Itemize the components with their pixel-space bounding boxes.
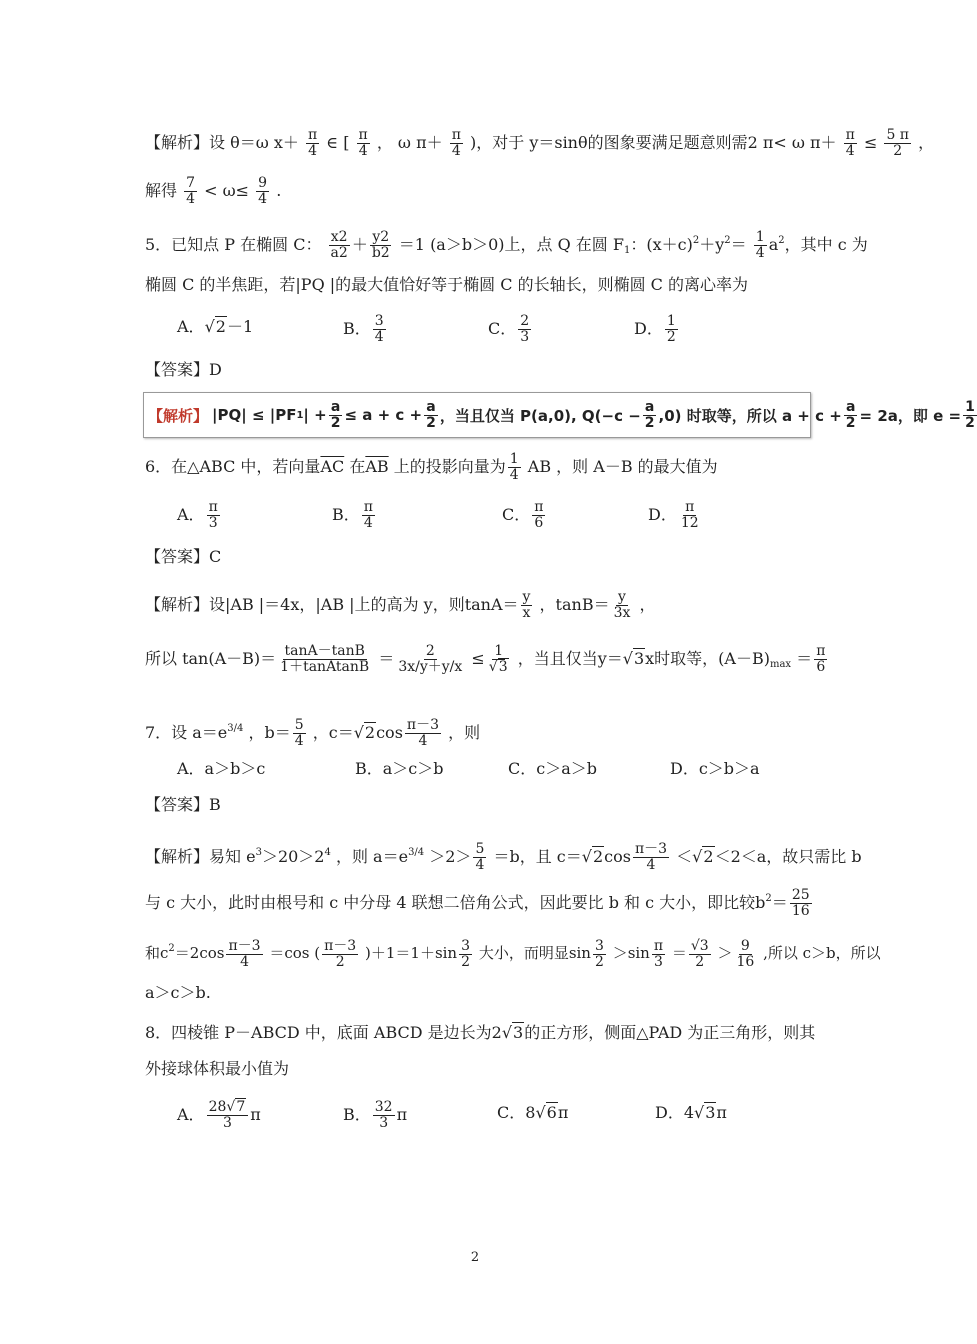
num: a xyxy=(644,398,655,415)
q5-option-b[interactable] xyxy=(343,314,388,345)
text: 6．在△ABC 中，若向量 xyxy=(145,457,321,476)
fraction xyxy=(665,314,678,345)
fraction xyxy=(652,939,665,970)
text: 8．四棱锥 P－ABCD 中，底面 ABCD 是边长为2 xyxy=(145,1023,502,1042)
text: cos xyxy=(604,847,631,866)
radicand: 2 xyxy=(592,847,604,866)
den: 2 xyxy=(335,953,345,970)
text: A． xyxy=(177,505,205,524)
fraction xyxy=(293,718,306,749)
text: |PQ| ≤ |PF xyxy=(212,406,297,424)
radicand: 2 xyxy=(364,723,376,742)
den: 2 xyxy=(845,414,856,431)
q7-analysis-line1: 【解析】易知 $e^3>20>2^4$ ，则 $a=e^{3/4} >2>$ $\frac{5}{4}$ ＝b，且 c＝√2cos $\frac{\pi-3}{4}$ ＜√2＜2＜a，故只需比 b xyxy=(145,841,862,873)
fraction xyxy=(612,590,633,621)
den: x xyxy=(522,605,531,621)
den: 4 xyxy=(240,953,249,970)
text: ，b＝ xyxy=(248,723,291,742)
q8-option-d[interactable]: D．4√3π xyxy=(655,1103,727,1122)
den: 2 xyxy=(594,953,604,970)
den: 3 xyxy=(653,953,663,970)
num: 3 xyxy=(461,937,471,954)
den: 3 xyxy=(379,1115,389,1131)
fraction xyxy=(518,314,531,345)
num: y xyxy=(522,589,531,605)
den: 4 xyxy=(308,143,318,159)
fraction xyxy=(487,644,511,675)
num: a xyxy=(330,398,341,415)
fraction xyxy=(679,500,701,531)
text: ＝cos ( xyxy=(269,944,321,962)
q8-option-b[interactable] xyxy=(343,1100,407,1131)
text: 【解析】易知 e xyxy=(145,847,256,866)
fraction xyxy=(357,128,370,159)
text: x时取等，(A－B) xyxy=(645,649,770,668)
num: π xyxy=(451,127,461,143)
num: √3 xyxy=(690,937,709,954)
text: ＞20＞2 xyxy=(261,847,325,866)
text: 【解析】设|AB |＝4x，|AB |上的高为 y，则tanA＝ xyxy=(145,595,519,614)
den: a2 xyxy=(330,245,348,261)
num: 1 xyxy=(509,451,519,467)
q4-analysis-line2 xyxy=(145,176,281,207)
text: ＜ xyxy=(676,847,693,866)
fraction xyxy=(278,644,371,675)
q5-stem-line2: 椭圆 C 的半焦距，若|PQ |的最大值恰好等于椭圆 C 的长轴长，则椭圆 C 的离心率为 xyxy=(145,275,748,294)
den: √3 xyxy=(488,659,508,675)
den: 4 xyxy=(418,733,428,749)
num: π xyxy=(208,499,218,515)
q6-stem xyxy=(145,452,718,483)
exponent: 4 xyxy=(324,847,331,858)
fraction xyxy=(593,939,606,970)
num: 2 xyxy=(425,643,435,659)
text: D． xyxy=(648,505,677,524)
text: ， xyxy=(918,133,935,152)
text: ＝b，且 c＝ xyxy=(493,847,582,866)
text: 大小，而明显sin xyxy=(478,944,591,962)
q6-analysis-line2: 所以 tan(A－B)＝ $\frac{\tan A-\tan B}{\text{1＋tanAtanB}}$ ＝ $\frac{2}{3x/y+y/x}$ ≤ $\frac{1}{√3}$ ，当且仅当y＝√3x时取等，$(A-B)_{max}$ ＝ $\frac{\pi}{6}$ xyxy=(145,643,826,675)
den: 16 xyxy=(736,953,755,970)
text: ＞2＞ xyxy=(429,847,472,866)
den: 4 xyxy=(509,467,519,483)
fraction xyxy=(643,400,657,431)
text: B． xyxy=(332,505,360,524)
text: 7．设 a＝e xyxy=(145,723,228,742)
text: 上的投影向量为 xyxy=(393,457,506,476)
q7-answer: 【答案】B xyxy=(145,795,221,814)
text: ≤ a + c + xyxy=(344,406,423,424)
den: 2 xyxy=(666,329,676,345)
num: 7 xyxy=(186,175,196,191)
q8-stem-line1: 8．四棱锥 P－ABCD 中，底面 ABCD 是边长为2√3的正方形，侧面△PAD 为正三角形，则其 xyxy=(145,1023,816,1042)
text: ＞sin xyxy=(612,944,650,962)
text: 的正方形，侧面△PAD 为正三角形，则其 xyxy=(524,1023,816,1042)
radicand: 2 xyxy=(215,317,226,336)
num: x2 xyxy=(330,229,348,245)
text: | + xyxy=(303,406,327,424)
text: ＞ xyxy=(717,944,733,962)
q6-option-a[interactable] xyxy=(177,500,222,531)
fraction xyxy=(508,452,521,483)
den: 4 xyxy=(475,857,485,873)
q5-analysis-box: 【解析】 |PQ| ≤ |PF 1 | + $\frac{a}{2}$ ≤ a + c + $\frac{a}{2}$ ，当且仅当 P(a,0), Q(−c − $\frac{a}{2}$ ,0) 时取等，所以 a + c + $\frac{a}{2}$ = 2a，即 e = $\frac{1}{2}$ xyxy=(143,392,811,438)
num: π－3 xyxy=(406,717,440,733)
radicand: 7 xyxy=(236,1099,246,1115)
fraction xyxy=(329,230,350,261)
fraction xyxy=(329,400,343,431)
den: 2 xyxy=(695,953,705,970)
fraction xyxy=(473,842,486,873)
num: 1 xyxy=(965,398,975,415)
vector-ab: $\overline{AB}$ xyxy=(365,457,389,476)
num: π xyxy=(685,499,695,515)
text: ＝1 (a＞b＞0)上，点 Q 在圆 F xyxy=(398,235,624,254)
den: 6 xyxy=(534,515,544,531)
den: 3x/y＋y/x xyxy=(398,659,463,675)
num: 2 xyxy=(520,313,530,329)
exponent: 3/4 xyxy=(408,847,425,858)
den: 12 xyxy=(680,515,699,531)
q5-option-c[interactable] xyxy=(488,314,533,345)
den: 4 xyxy=(845,143,855,159)
num: π xyxy=(534,499,544,515)
text: －1 xyxy=(226,317,254,336)
num: 25 xyxy=(791,887,810,903)
text: ：(x＋c) xyxy=(630,235,693,254)
text: = 2a，即 e = xyxy=(859,406,962,425)
text: C． xyxy=(488,319,517,338)
text: π xyxy=(716,1103,727,1122)
fraction xyxy=(814,644,827,675)
text: ＝ xyxy=(771,893,788,912)
q7-option-c[interactable]: C．c＞a＞b xyxy=(508,759,597,778)
fraction xyxy=(207,1100,249,1131)
text: 【解析】设 θ＝ω x＋ xyxy=(145,133,299,152)
fraction xyxy=(754,230,767,261)
fraction xyxy=(396,644,464,675)
fraction xyxy=(734,939,756,970)
fraction xyxy=(405,718,441,749)
text: ， ω π＋ xyxy=(376,133,443,152)
exponent: 3/4 xyxy=(227,723,244,734)
text: ＝ xyxy=(671,944,687,962)
text: ，c＝ xyxy=(312,723,354,742)
q7-stem: 7．设 $a=e^{3/4}$ ，b＝ $\frac{5}{4}$ ，c＝√2cos $\frac{\pi-3}{4}$ ，则 xyxy=(145,717,481,749)
fraction xyxy=(373,1100,395,1131)
page-number: 2 xyxy=(470,1250,480,1265)
num: a xyxy=(845,398,856,415)
den: 2 xyxy=(461,953,471,970)
fraction xyxy=(633,842,669,873)
text: π xyxy=(250,1105,261,1124)
den: 3 xyxy=(520,329,530,345)
fraction xyxy=(226,939,262,970)
den: 4 xyxy=(294,733,304,749)
text: π xyxy=(396,1105,408,1124)
vector-ac: $\overline{AC}$ xyxy=(320,457,345,476)
radicand: 6 xyxy=(546,1103,557,1122)
text: ，则 a＝e xyxy=(335,847,409,866)
num: 5 xyxy=(475,841,485,857)
text: A． xyxy=(177,1105,205,1124)
q8-option-a[interactable] xyxy=(177,1100,261,1131)
fraction xyxy=(256,176,269,207)
text: ＝ xyxy=(730,235,747,254)
text: 28 xyxy=(208,1099,227,1115)
q4-analysis-line1 xyxy=(145,128,934,159)
q5-stem-line1: 5．已知点 P 在椭圆 C： $\frac{x2}{a2}$ ＋ $\frac{y2}{b2}$ ＝1 (a＞b＞0)上，点 Q 在圆 $F_1$：$(x+c)^2+y^2=$ $\frac{1}{4}$ $a^2$，其中 c 为 xyxy=(145,229,868,261)
den: 4 xyxy=(755,245,765,261)
q8-stem-line2: 外接球体积最小值为 xyxy=(145,1059,290,1078)
q7-option-a[interactable]: A．a＞b＞c xyxy=(177,759,266,778)
fraction xyxy=(370,230,392,261)
fraction xyxy=(689,939,711,970)
text: ,0) 时取等，所以 a + c + xyxy=(658,406,842,425)
fraction xyxy=(322,939,358,970)
num: 3 xyxy=(594,937,604,954)
num: 5 π xyxy=(886,127,909,143)
text: . xyxy=(276,181,282,200)
num: 1 xyxy=(666,313,676,329)
text: )＋1＝1＋sin xyxy=(365,944,458,962)
den: 4 xyxy=(363,515,373,531)
q5-option-a[interactable]: A．√2－1 xyxy=(177,317,254,336)
text: ≤ xyxy=(863,133,878,152)
fraction xyxy=(532,500,545,531)
fraction xyxy=(790,888,812,919)
num: π xyxy=(845,127,855,143)
fraction xyxy=(963,400,977,431)
den: 4 xyxy=(646,857,656,873)
num: π xyxy=(363,499,373,515)
den: 2 xyxy=(965,414,975,431)
text: 和c xyxy=(145,944,169,962)
fraction xyxy=(844,400,858,431)
den: 2 xyxy=(893,143,903,159)
fraction xyxy=(521,590,533,621)
text: C． xyxy=(502,505,531,524)
text: ,所以 c＞b，所以 xyxy=(763,944,881,962)
text: ，则 xyxy=(448,723,481,742)
num: y xyxy=(618,589,626,605)
fraction xyxy=(450,128,463,159)
den: 6 xyxy=(816,659,826,675)
radicand: 3 xyxy=(633,649,645,668)
num: 9 xyxy=(740,937,750,954)
den: 2 xyxy=(426,414,436,431)
text: ，当且仅当y＝ xyxy=(517,649,623,668)
num: 1 xyxy=(494,643,504,659)
den: 3 xyxy=(208,515,218,531)
num: π－3 xyxy=(324,937,357,954)
text: ＝ xyxy=(796,649,813,668)
fraction xyxy=(459,939,472,970)
fraction xyxy=(424,400,438,431)
exponent: 2 xyxy=(765,893,772,904)
fraction xyxy=(362,500,375,531)
fraction xyxy=(184,176,197,207)
text: a xyxy=(768,235,779,254)
fraction xyxy=(844,128,857,159)
den: 4 xyxy=(186,191,196,207)
num: π xyxy=(307,127,318,143)
den: 4 xyxy=(358,143,368,159)
q7-option-d[interactable]: D．c＞b＞a xyxy=(670,759,760,778)
exponent: 3 xyxy=(255,847,262,858)
num: a xyxy=(426,398,436,415)
den: 3 xyxy=(222,1115,232,1131)
radicand: 2 xyxy=(703,847,714,866)
text: D．4 xyxy=(655,1103,695,1122)
text: ≤ xyxy=(471,649,485,668)
num: 1 xyxy=(755,229,765,245)
q6-answer: 【答案】C xyxy=(145,547,222,566)
num: 28√7 xyxy=(207,1100,249,1116)
num: π xyxy=(358,127,368,143)
text: 所以 tan(A－B)＝ xyxy=(145,649,277,668)
text: B． xyxy=(343,319,371,338)
exponent: 2 xyxy=(168,943,175,954)
text: ＋y xyxy=(699,235,725,254)
den: 1＋tanAtanB xyxy=(280,659,370,675)
q7-analysis-line4: a＞c＞b. xyxy=(145,983,211,1002)
num: 9 xyxy=(258,175,268,191)
radicand: 3 xyxy=(705,1103,716,1122)
text: ，其中 c 为 xyxy=(784,235,868,254)
text: ，tanB＝ xyxy=(539,595,610,614)
text: ，当且仅当 P(a,0), Q(−c − xyxy=(439,406,641,425)
num: 3 xyxy=(374,313,384,329)
fraction xyxy=(373,314,386,345)
text: C．8 xyxy=(497,1103,536,1122)
text: )，对于 y＝sinθ的图象要满足题意则需2 π< ω π＋ xyxy=(469,133,837,152)
q8-option-c[interactable]: C．8√6π xyxy=(497,1103,569,1122)
text: ＝2cos xyxy=(174,944,225,962)
fraction xyxy=(884,128,911,159)
fraction xyxy=(306,128,319,159)
radicand: 3 xyxy=(513,1023,524,1042)
num: y2 xyxy=(372,229,390,245)
text: A． xyxy=(177,317,205,336)
q7-option-b[interactable]: B．a＞c＞b xyxy=(355,759,444,778)
text: ＜2＜a，故只需比 b xyxy=(714,847,862,866)
den: 3x xyxy=(613,605,631,621)
num: 32 xyxy=(374,1099,393,1115)
text: 5．已知点 P 在椭圆 C： xyxy=(145,235,322,254)
text: 与 c 大小，此时由根号和 c 中分母 4 联想二倍角公式，因此要比 b 和 c 大小，即比较b xyxy=(145,893,766,912)
den: 2 xyxy=(330,414,341,431)
den: b2 xyxy=(371,245,390,261)
q6-option-d[interactable] xyxy=(648,500,703,531)
text: ∈ [ xyxy=(326,133,350,152)
text: D． xyxy=(634,319,663,338)
num: π－3 xyxy=(228,937,261,954)
q7-analysis-line3 xyxy=(145,936,881,970)
num: π xyxy=(653,937,664,954)
text: 在 xyxy=(349,457,366,476)
den: 4 xyxy=(374,329,384,345)
q6-option-b[interactable] xyxy=(332,500,377,531)
q6-analysis-line1 xyxy=(145,590,656,621)
den: 4 xyxy=(451,143,461,159)
radicand: 3 xyxy=(498,659,508,675)
q7-analysis-line2 xyxy=(145,886,814,919)
num: π－3 xyxy=(634,841,668,857)
text: π xyxy=(557,1103,569,1122)
text: B． xyxy=(343,1105,371,1124)
subscript: max xyxy=(769,659,792,670)
q5-answer: 【答案】D xyxy=(145,360,222,379)
num: 5 xyxy=(294,717,304,733)
text: AB ，则 A－B 的最大值为 xyxy=(527,457,718,476)
text: cos xyxy=(376,723,403,742)
q6-option-c[interactable] xyxy=(502,500,547,531)
num: tanA－tanB xyxy=(284,643,365,659)
text: 解得 xyxy=(145,181,178,200)
text: < ω≤ xyxy=(204,181,250,200)
den: 16 xyxy=(791,903,810,919)
fraction xyxy=(207,500,220,531)
q5-option-d[interactable] xyxy=(634,314,680,345)
den: 2 xyxy=(644,414,655,431)
text: ＝ xyxy=(378,649,395,668)
analysis-tag: 【解析】 xyxy=(148,406,209,425)
den: 4 xyxy=(258,191,268,207)
num: π xyxy=(816,643,826,659)
text: ， xyxy=(639,595,656,614)
